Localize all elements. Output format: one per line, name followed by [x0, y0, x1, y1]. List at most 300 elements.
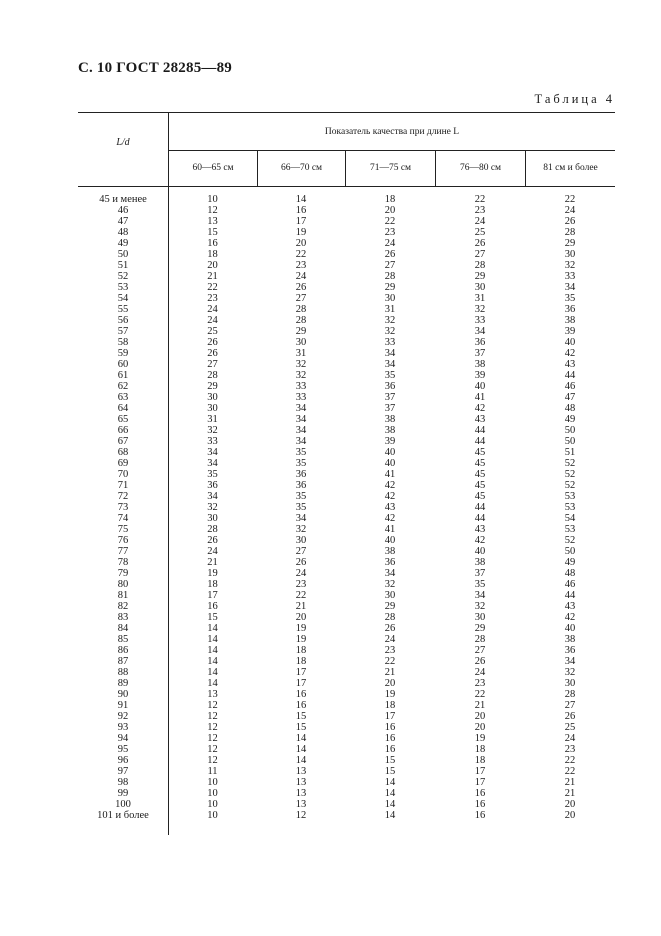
value-cell: 34: [207, 458, 218, 469]
value-cell: 27: [564, 700, 576, 711]
table-row: [78, 568, 615, 579]
table-row: [78, 557, 615, 568]
column-header: 76—80 см: [435, 150, 525, 186]
row-label-cell: 82: [117, 601, 129, 612]
value-cell: 18: [474, 744, 486, 755]
table-row: [78, 711, 615, 722]
value-cell: 22: [384, 216, 396, 227]
value-cell: 24: [295, 568, 307, 579]
value-cell: 20: [384, 205, 396, 216]
row-label-cell: 71: [117, 480, 129, 491]
row-label-cell: 58: [117, 337, 129, 348]
table-row: [78, 579, 615, 590]
value-cell: 14: [207, 667, 218, 678]
value-cell: 18: [207, 249, 218, 260]
table-row: [78, 480, 615, 491]
value-cell: 26: [207, 337, 218, 348]
value-cell: 36: [474, 337, 486, 348]
value-cell: 37: [384, 403, 396, 414]
value-cell: 19: [295, 227, 307, 238]
value-cell: 26: [384, 623, 396, 634]
value-cell: 26: [384, 249, 396, 260]
value-cell: 45: [474, 469, 486, 480]
value-cell: 23: [384, 645, 396, 656]
value-cell: 14: [207, 645, 218, 656]
table-row: [78, 667, 615, 678]
value-cell: 23: [564, 744, 576, 755]
row-label-cell: 79: [117, 568, 129, 579]
value-cell: 13: [295, 788, 307, 799]
value-cell: 17: [207, 590, 218, 601]
value-cell: 29: [564, 238, 576, 249]
value-cell: 32: [295, 524, 307, 535]
value-cell: 29: [474, 623, 486, 634]
row-label-cell: 49: [117, 238, 129, 249]
value-cell: 25: [207, 326, 218, 337]
table-row: [78, 436, 615, 447]
value-cell: 20: [474, 711, 486, 722]
row-label-cell: 88: [117, 667, 129, 678]
value-cell: 53: [564, 491, 576, 502]
value-cell: 32: [295, 359, 307, 370]
value-cell: 22: [474, 689, 486, 700]
value-cell: 35: [295, 458, 307, 469]
table-row: [78, 293, 615, 304]
value-cell: 16: [384, 733, 396, 744]
value-cell: 43: [564, 601, 576, 612]
value-cell: 43: [384, 502, 396, 513]
row-label-cell: 66: [117, 425, 129, 436]
row-label-cell: 92: [117, 711, 129, 722]
value-cell: 12: [207, 744, 218, 755]
value-cell: 31: [474, 293, 486, 304]
value-cell: 41: [384, 469, 396, 480]
row-label-cell: 89: [117, 678, 129, 689]
value-cell: 24: [207, 315, 218, 326]
value-cell: 28: [384, 612, 396, 623]
column-headers: [168, 150, 615, 186]
value-cell: 34: [207, 491, 218, 502]
value-cell: 42: [474, 403, 486, 414]
table-row: [78, 513, 615, 524]
table-row: [78, 392, 615, 403]
row-label-cell: 64: [117, 403, 129, 414]
value-cell: 14: [207, 656, 218, 667]
column-header: 60—65 см: [168, 150, 257, 186]
row-label-cell: 85: [117, 634, 129, 645]
value-cell: 23: [295, 260, 307, 271]
value-cell: 38: [474, 359, 486, 370]
value-cell: 37: [384, 392, 396, 403]
table-row: [78, 381, 615, 392]
row-label-cell: 50: [117, 249, 129, 260]
value-cell: 12: [207, 700, 218, 711]
value-cell: 15: [384, 755, 396, 766]
value-cell: 16: [295, 700, 307, 711]
table-row: [78, 425, 615, 436]
value-cell: 27: [474, 645, 486, 656]
value-cell: 19: [384, 689, 396, 700]
value-cell: 40: [384, 447, 396, 458]
value-cell: 52: [564, 535, 576, 546]
value-cell: 45: [474, 458, 486, 469]
table-row: [78, 810, 615, 821]
value-cell: 36: [295, 469, 307, 480]
value-cell: 26: [207, 535, 218, 546]
value-cell: 24: [295, 271, 307, 282]
value-cell: 12: [207, 722, 218, 733]
value-cell: 42: [564, 348, 576, 359]
column-header: 71—75 см: [345, 150, 435, 186]
value-cell: 32: [474, 304, 486, 315]
value-cell: 10: [207, 777, 218, 788]
value-cell: 28: [564, 227, 576, 238]
row-label-cell: 78: [117, 557, 129, 568]
value-cell: 21: [474, 700, 486, 711]
row-label-cell: 70: [117, 469, 129, 480]
value-cell: 12: [207, 755, 218, 766]
value-cell: 38: [384, 546, 396, 557]
value-cell: 48: [564, 403, 576, 414]
value-cell: 16: [474, 810, 486, 821]
value-cell: 44: [474, 513, 486, 524]
value-cell: 29: [474, 271, 486, 282]
row-label-cell: 51: [117, 260, 129, 271]
value-cell: 19: [207, 568, 218, 579]
table-row: [78, 403, 615, 414]
value-cell: 14: [295, 744, 307, 755]
value-cell: 22: [564, 755, 576, 766]
value-cell: 13: [207, 216, 218, 227]
value-cell: 16: [207, 601, 218, 612]
value-cell: 27: [295, 546, 307, 557]
value-cell: 30: [384, 590, 396, 601]
group-header: Показатель качества при длине L: [168, 113, 615, 151]
table-row: [78, 766, 615, 777]
value-cell: 30: [474, 282, 486, 293]
value-cell: 24: [384, 634, 396, 645]
value-cell: 28: [474, 634, 486, 645]
value-cell: 40: [564, 623, 576, 634]
value-cell: 44: [474, 502, 486, 513]
value-cell: 16: [384, 744, 396, 755]
table-row: [78, 788, 615, 799]
value-cell: 22: [474, 194, 486, 205]
value-cell: 33: [384, 337, 396, 348]
value-cell: 22: [564, 766, 576, 777]
value-cell: 20: [384, 678, 396, 689]
value-cell: 36: [564, 645, 576, 656]
value-cell: 33: [295, 392, 307, 403]
row-label-cell: 97: [117, 766, 129, 777]
row-label-cell: 87: [117, 656, 129, 667]
value-cell: 35: [295, 491, 307, 502]
value-cell: 18: [207, 579, 218, 590]
value-cell: 29: [207, 381, 218, 392]
value-cell: 19: [474, 733, 486, 744]
value-cell: 18: [474, 755, 486, 766]
value-cell: 40: [474, 546, 486, 557]
value-cell: 34: [384, 359, 396, 370]
value-cell: 27: [295, 293, 307, 304]
value-cell: 26: [295, 282, 307, 293]
column-divider: [168, 187, 169, 835]
value-cell: 12: [295, 810, 307, 821]
row-label-cell: 80: [117, 579, 129, 590]
value-cell: 20: [564, 810, 576, 821]
value-cell: 19: [295, 634, 307, 645]
value-cell: 50: [564, 425, 576, 436]
value-cell: 13: [295, 777, 307, 788]
row-label-cell: 48: [117, 227, 129, 238]
value-cell: 49: [564, 557, 576, 568]
value-cell: 32: [564, 667, 576, 678]
value-cell: 15: [295, 722, 307, 733]
value-cell: 42: [384, 480, 396, 491]
value-cell: 26: [474, 656, 486, 667]
table-row: [78, 524, 615, 535]
value-cell: 20: [474, 722, 486, 733]
value-cell: 26: [207, 348, 218, 359]
value-cell: 52: [564, 458, 576, 469]
value-cell: 41: [474, 392, 486, 403]
value-cell: 44: [564, 370, 576, 381]
row-label-cell: 91: [117, 700, 129, 711]
table-row: [78, 722, 615, 733]
value-cell: 42: [384, 491, 396, 502]
value-cell: 49: [564, 414, 576, 425]
value-cell: 44: [474, 425, 486, 436]
row-label-cell: 67: [117, 436, 129, 447]
row-label-cell: 52: [117, 271, 129, 282]
value-cell: 21: [564, 788, 576, 799]
value-cell: 13: [207, 689, 218, 700]
value-cell: 13: [295, 799, 307, 810]
value-cell: 34: [295, 425, 307, 436]
value-cell: 21: [207, 271, 218, 282]
value-cell: 28: [564, 689, 576, 700]
value-cell: 34: [474, 326, 486, 337]
row-label-cell: 45 и менее: [99, 194, 147, 205]
value-cell: 14: [384, 788, 396, 799]
row-label-cell: 74: [117, 513, 129, 524]
value-cell: 36: [384, 381, 396, 392]
value-cell: 15: [207, 227, 218, 238]
table-row: [78, 601, 615, 612]
value-cell: 14: [295, 194, 307, 205]
value-cell: 14: [295, 755, 307, 766]
table-row: [78, 744, 615, 755]
value-cell: 30: [295, 337, 307, 348]
value-cell: 10: [207, 810, 218, 821]
value-cell: 24: [207, 546, 218, 557]
value-cell: 35: [384, 370, 396, 381]
value-cell: 12: [207, 711, 218, 722]
value-cell: 51: [564, 447, 576, 458]
value-cell: 40: [384, 535, 396, 546]
table-row: [78, 414, 615, 425]
value-cell: 18: [295, 645, 307, 656]
value-cell: 32: [384, 326, 396, 337]
row-label-cell: 69: [117, 458, 129, 469]
table-row: [78, 689, 615, 700]
table-row: [78, 194, 615, 205]
value-cell: 28: [384, 271, 396, 282]
value-cell: 17: [295, 678, 307, 689]
value-cell: 17: [384, 711, 396, 722]
table-row: [78, 315, 615, 326]
table-row: [78, 227, 615, 238]
value-cell: 34: [295, 436, 307, 447]
value-cell: 45: [474, 480, 486, 491]
value-cell: 30: [384, 293, 396, 304]
value-cell: 21: [564, 777, 576, 788]
value-cell: 27: [207, 359, 218, 370]
value-cell: 19: [295, 623, 307, 634]
table-row: [78, 304, 615, 315]
table-row: [78, 612, 615, 623]
table-row: [78, 590, 615, 601]
row-label-cell: 54: [117, 293, 129, 304]
value-cell: 24: [564, 733, 576, 744]
value-cell: 43: [564, 359, 576, 370]
value-cell: 23: [474, 205, 486, 216]
table-row: [78, 337, 615, 348]
value-cell: 35: [295, 447, 307, 458]
value-cell: 28: [474, 260, 486, 271]
table-row: [78, 370, 615, 381]
value-cell: 29: [384, 282, 396, 293]
value-cell: 31: [207, 414, 218, 425]
table-row: [78, 282, 615, 293]
value-cell: 22: [384, 656, 396, 667]
row-label-cell: 47: [117, 216, 129, 227]
value-cell: 16: [295, 205, 307, 216]
value-cell: 14: [207, 634, 218, 645]
value-cell: 12: [207, 733, 218, 744]
value-cell: 22: [295, 590, 307, 601]
value-cell: 23: [295, 579, 307, 590]
value-cell: 54: [564, 513, 576, 524]
value-cell: 10: [207, 788, 218, 799]
value-cell: 53: [564, 502, 576, 513]
value-cell: 37: [474, 568, 486, 579]
value-cell: 28: [295, 304, 307, 315]
value-cell: 24: [384, 238, 396, 249]
value-cell: 23: [384, 227, 396, 238]
value-cell: 36: [207, 480, 218, 491]
value-cell: 26: [295, 557, 307, 568]
value-cell: 20: [295, 612, 307, 623]
value-cell: 40: [474, 381, 486, 392]
value-cell: 30: [295, 535, 307, 546]
row-label-cell: 98: [117, 777, 129, 788]
value-cell: 27: [384, 260, 396, 271]
value-cell: 43: [474, 414, 486, 425]
value-cell: 14: [207, 623, 218, 634]
table-row: [78, 260, 615, 271]
value-cell: 20: [207, 260, 218, 271]
value-cell: 26: [474, 238, 486, 249]
value-cell: 46: [564, 579, 576, 590]
value-cell: 24: [564, 205, 576, 216]
row-label-cell: 96: [117, 755, 129, 766]
value-cell: 24: [207, 304, 218, 315]
value-cell: 39: [384, 436, 396, 447]
value-cell: 17: [474, 766, 486, 777]
value-cell: 50: [564, 436, 576, 447]
row-label-cell: 95: [117, 744, 129, 755]
value-cell: 16: [207, 238, 218, 249]
row-label-cell: 57: [117, 326, 129, 337]
value-cell: 33: [207, 436, 218, 447]
table-row: [78, 469, 615, 480]
value-cell: 52: [564, 480, 576, 491]
value-cell: 16: [474, 788, 486, 799]
value-cell: 26: [564, 711, 576, 722]
row-label-cell: 73: [117, 502, 129, 513]
value-cell: 27: [474, 249, 486, 260]
row-label-cell: 77: [117, 546, 129, 557]
row-label-cell: 56: [117, 315, 129, 326]
table-caption: Таблица 4: [534, 92, 615, 106]
value-cell: 14: [384, 777, 396, 788]
value-cell: 37: [474, 348, 486, 359]
row-label-cell: 62: [117, 381, 129, 392]
value-cell: 23: [207, 293, 218, 304]
value-cell: 15: [384, 766, 396, 777]
value-cell: 35: [474, 579, 486, 590]
value-cell: 33: [564, 271, 576, 282]
value-cell: 29: [295, 326, 307, 337]
row-label-cell: 100: [115, 799, 131, 810]
value-cell: 30: [207, 513, 218, 524]
row-label-cell: 53: [117, 282, 129, 293]
table-row: [78, 733, 615, 744]
value-cell: 21: [384, 667, 396, 678]
value-cell: 38: [384, 414, 396, 425]
value-cell: 38: [564, 315, 576, 326]
row-label-cell: 60: [117, 359, 129, 370]
value-cell: 48: [564, 568, 576, 579]
row-label-cell: 55: [117, 304, 129, 315]
value-cell: 30: [207, 392, 218, 403]
value-cell: 35: [295, 502, 307, 513]
value-cell: 22: [207, 282, 218, 293]
value-cell: 35: [207, 469, 218, 480]
row-label-cell: 76: [117, 535, 129, 546]
value-cell: 21: [207, 557, 218, 568]
value-cell: 14: [295, 733, 307, 744]
value-cell: 46: [564, 381, 576, 392]
value-cell: 36: [384, 557, 396, 568]
value-cell: 10: [207, 799, 218, 810]
table-row: [78, 634, 615, 645]
value-cell: 16: [384, 722, 396, 733]
table-row: [78, 656, 615, 667]
value-cell: 14: [384, 799, 396, 810]
value-cell: 45: [474, 447, 486, 458]
table-row: [78, 216, 615, 227]
row-label-cell: 86: [117, 645, 129, 656]
value-cell: 32: [207, 425, 218, 436]
value-cell: 53: [564, 524, 576, 535]
value-cell: 44: [474, 436, 486, 447]
value-cell: 33: [474, 315, 486, 326]
value-cell: 34: [564, 282, 576, 293]
value-cell: 16: [295, 689, 307, 700]
value-cell: 26: [564, 216, 576, 227]
